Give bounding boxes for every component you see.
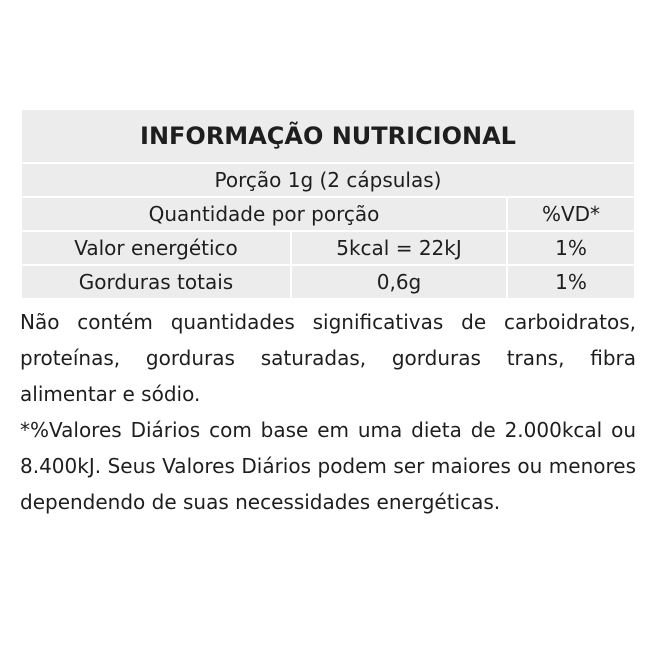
nutrition-table-container bbox=[20, 108, 634, 300]
nutrient-amount: 0,6g bbox=[291, 265, 507, 299]
portion-size: Porção 1g (2 cápsulas) bbox=[21, 163, 635, 197]
table-row bbox=[21, 231, 635, 265]
nutrient-name: Gorduras totais bbox=[21, 265, 291, 299]
nutrient-amount: 5kcal = 22kJ bbox=[291, 231, 507, 265]
nutrition-notes bbox=[20, 304, 636, 520]
table-title: INFORMAÇÃO NUTRICIONAL bbox=[21, 109, 635, 163]
not-contains-note: Não contém quantidades significativas de carboidratos, proteínas, gorduras saturadas, gorduras trans, fibra alimentar e sódio. bbox=[20, 310, 636, 406]
quantity-per-portion-header: Quantidade por porção bbox=[21, 197, 507, 231]
portion-row bbox=[21, 163, 635, 197]
daily-values-footnote: *%Valores Diários com base em uma dieta de 2.000kcal ou 8.400kJ. Seus Valores Diários podem ser maiores ou menores dependendo de suas necessidades energéticas. bbox=[20, 418, 636, 514]
table-title-row bbox=[21, 109, 635, 163]
daily-value-header: %VD* bbox=[507, 197, 635, 231]
nutrition-facts-table bbox=[20, 108, 636, 300]
nutrient-name: Valor energético bbox=[21, 231, 291, 265]
table-row bbox=[21, 265, 635, 299]
nutrient-daily-value: 1% bbox=[507, 231, 635, 265]
table-header-row bbox=[21, 197, 635, 231]
nutrient-daily-value: 1% bbox=[507, 265, 635, 299]
